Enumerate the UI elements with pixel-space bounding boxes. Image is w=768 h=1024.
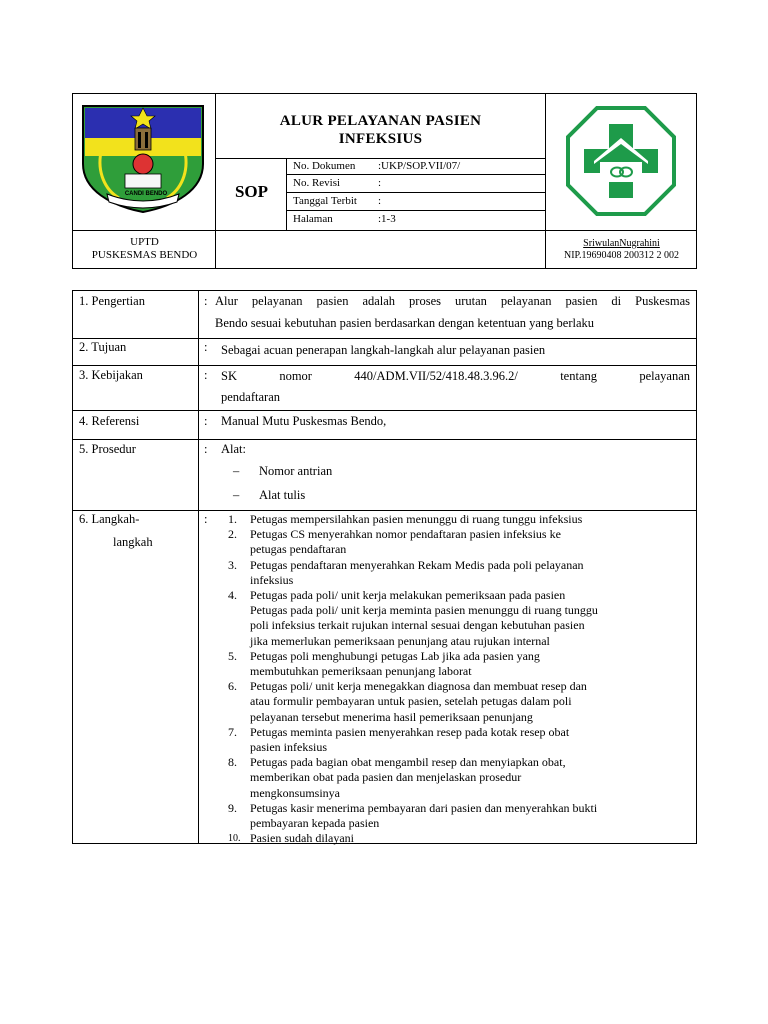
pengertian-text-line1: Alur pelayanan pasien adalah proses urutan pelayanan pasien di Puskesmas (215, 294, 690, 308)
pengertian-text-line2: Bendo sesuai kebutuhan pasien berdasarkan dengan ketentuan yang berlaku (215, 316, 595, 330)
row-colon: : (204, 294, 208, 308)
step-item (221, 527, 696, 557)
prosedur-item: Nomor antrian (259, 464, 333, 478)
step-text: pelayanan tersebut menerima hasil pemeriksaan penunjang (250, 709, 533, 724)
row-label-tujuan: 2. Tujuan (79, 340, 127, 354)
regional-emblem-icon (79, 102, 207, 214)
emblem-text: CANDI BENDO (124, 191, 168, 197)
signatory-nip: NIP.19690408 200312 2 002 (563, 250, 679, 261)
step-text: membutuhkan pemeriksaan penunjang laborat (250, 664, 472, 679)
row-colon: : (204, 340, 208, 354)
step-text: Petugas pada poli/ unit kerja meminta pasien menunggu di ruang tunggu (250, 603, 598, 618)
langkah-steps-list (221, 512, 696, 846)
step-number: 7. (228, 724, 237, 739)
row-label-langkah: 6. Langkah- (79, 512, 140, 526)
row-colon: : (204, 414, 208, 428)
header-table (72, 93, 697, 269)
step-text: poli infeksius terkait rujukan internal sesuai dengan kebutuhan pasien (250, 618, 585, 633)
divider (286, 174, 546, 175)
kebijakan-text-line1: SK nomor 440/ADM.VII/52/418.48.3.96.2/ tentang pelayanan (221, 369, 690, 383)
tujuan-text: Sebagai acuan penerapan langkah-langkah alur pelayanan pasien (221, 343, 546, 357)
step-item (221, 725, 696, 755)
step-number: 2. (228, 527, 237, 542)
puskesmas-logo-icon (564, 104, 678, 218)
step-text: Petugas poli/ unit kerja menegakkan diagnosa dan membuat resep dan (250, 679, 587, 694)
divider (73, 230, 696, 231)
signatory-name: SriwulanNugrahini (583, 238, 660, 249)
bullet-dash-icon: – (233, 488, 240, 502)
step-item (221, 649, 696, 679)
step-number: 3. (228, 557, 237, 572)
step-number: 4. (228, 588, 237, 603)
meta-row-revision: No. Revisi : (293, 177, 382, 189)
divider (286, 210, 546, 211)
step-text: infeksius (250, 572, 294, 587)
kebijakan-text-line2: pendaftaran (221, 390, 280, 404)
step-number: 1. (228, 512, 237, 526)
row-label-kebijakan: 3. Kebijakan (79, 368, 143, 382)
step-text: petugas pendaftaran (250, 542, 347, 557)
sop-label: SOP (234, 182, 269, 201)
step-text: mengkonsumsinya (250, 785, 340, 800)
meta-row-page: Halaman :1-3 (293, 213, 396, 225)
sop-content-table (72, 290, 697, 844)
step-text: jika memerlukan pemeriksaan penunjang atau rujukan internal (250, 633, 550, 648)
step-number: 8. (228, 755, 237, 770)
row-label-langkah-cont: langkah (113, 535, 153, 549)
step-item (221, 801, 696, 831)
step-text: pembayaran kepada pasien (250, 816, 380, 831)
step-item (221, 512, 696, 527)
step-text: Pasien sudah dilayani (250, 831, 354, 846)
step-text: Petugas pendaftaran menyerahkan Rekam Medis pada poli pelayanan (250, 557, 584, 572)
step-item (221, 831, 696, 846)
prosedur-item: Alat tulis (259, 488, 306, 502)
meta-row-document: No. Dokumen :UKP/SOP.VII/07/ (293, 160, 461, 172)
step-text: Petugas pada poli/ unit kerja melakukan pemeriksaan pada pasien (250, 588, 566, 603)
step-text: Petugas poli menghubungi petugas Lab jika ada pasien yang (250, 648, 540, 663)
unit-name: UPTD PUSKESMAS BENDO (91, 236, 198, 261)
step-text: Petugas pada bagian obat mengambil resep dan menyiapkan obat, (250, 755, 566, 770)
step-text: pasien infeksius (250, 740, 327, 755)
step-item (221, 558, 696, 588)
row-colon: : (204, 512, 208, 526)
prosedur-text: Alat: (221, 442, 246, 456)
divider (286, 192, 546, 193)
step-text: Petugas CS menyerahkan nomor pendaftaran pasien infeksius ke (250, 527, 561, 542)
row-colon: : (204, 368, 208, 382)
step-number: 5. (228, 648, 237, 663)
step-text: memberikan obat pada pasien dan menjelaskan prosedur (250, 770, 522, 785)
step-item (221, 588, 696, 649)
row-colon: : (204, 442, 208, 456)
step-text: Petugas meminta pasien menyerahkan resep pada kotak resep obat (250, 724, 570, 739)
step-item (221, 679, 696, 725)
column-divider (198, 291, 199, 843)
step-number: 9. (228, 800, 237, 815)
row-divider (73, 439, 696, 440)
page-title: ALUR PELAYANAN PASIEN INFEKSIUS (279, 113, 482, 147)
signature-block (545, 238, 698, 262)
referensi-text: Manual Mutu Puskesmas Bendo, (221, 414, 387, 428)
step-text: Petugas mempersilahkan pasien menunggu di ruang tunggu infeksius (250, 512, 583, 526)
step-text: atau formulir pembayaran untuk pasien, setelah petugas dalam poli (250, 694, 572, 709)
row-label-prosedur: 5. Prosedur (79, 442, 136, 456)
meta-row-issue-date: Tanggal Terbit : (293, 195, 382, 207)
row-label-referensi: 4. Referensi (79, 414, 140, 428)
divider (215, 158, 546, 159)
bullet-dash-icon: – (233, 464, 240, 478)
step-text: Petugas kasir menerima pembayaran dari pasien dan menyerahkan bukti (250, 800, 598, 815)
step-number: 6. (228, 679, 237, 694)
step-number: 10. (228, 833, 241, 845)
row-divider (73, 510, 696, 511)
row-label-pengertian: 1. Pengertian (79, 294, 145, 308)
step-item (221, 755, 696, 801)
